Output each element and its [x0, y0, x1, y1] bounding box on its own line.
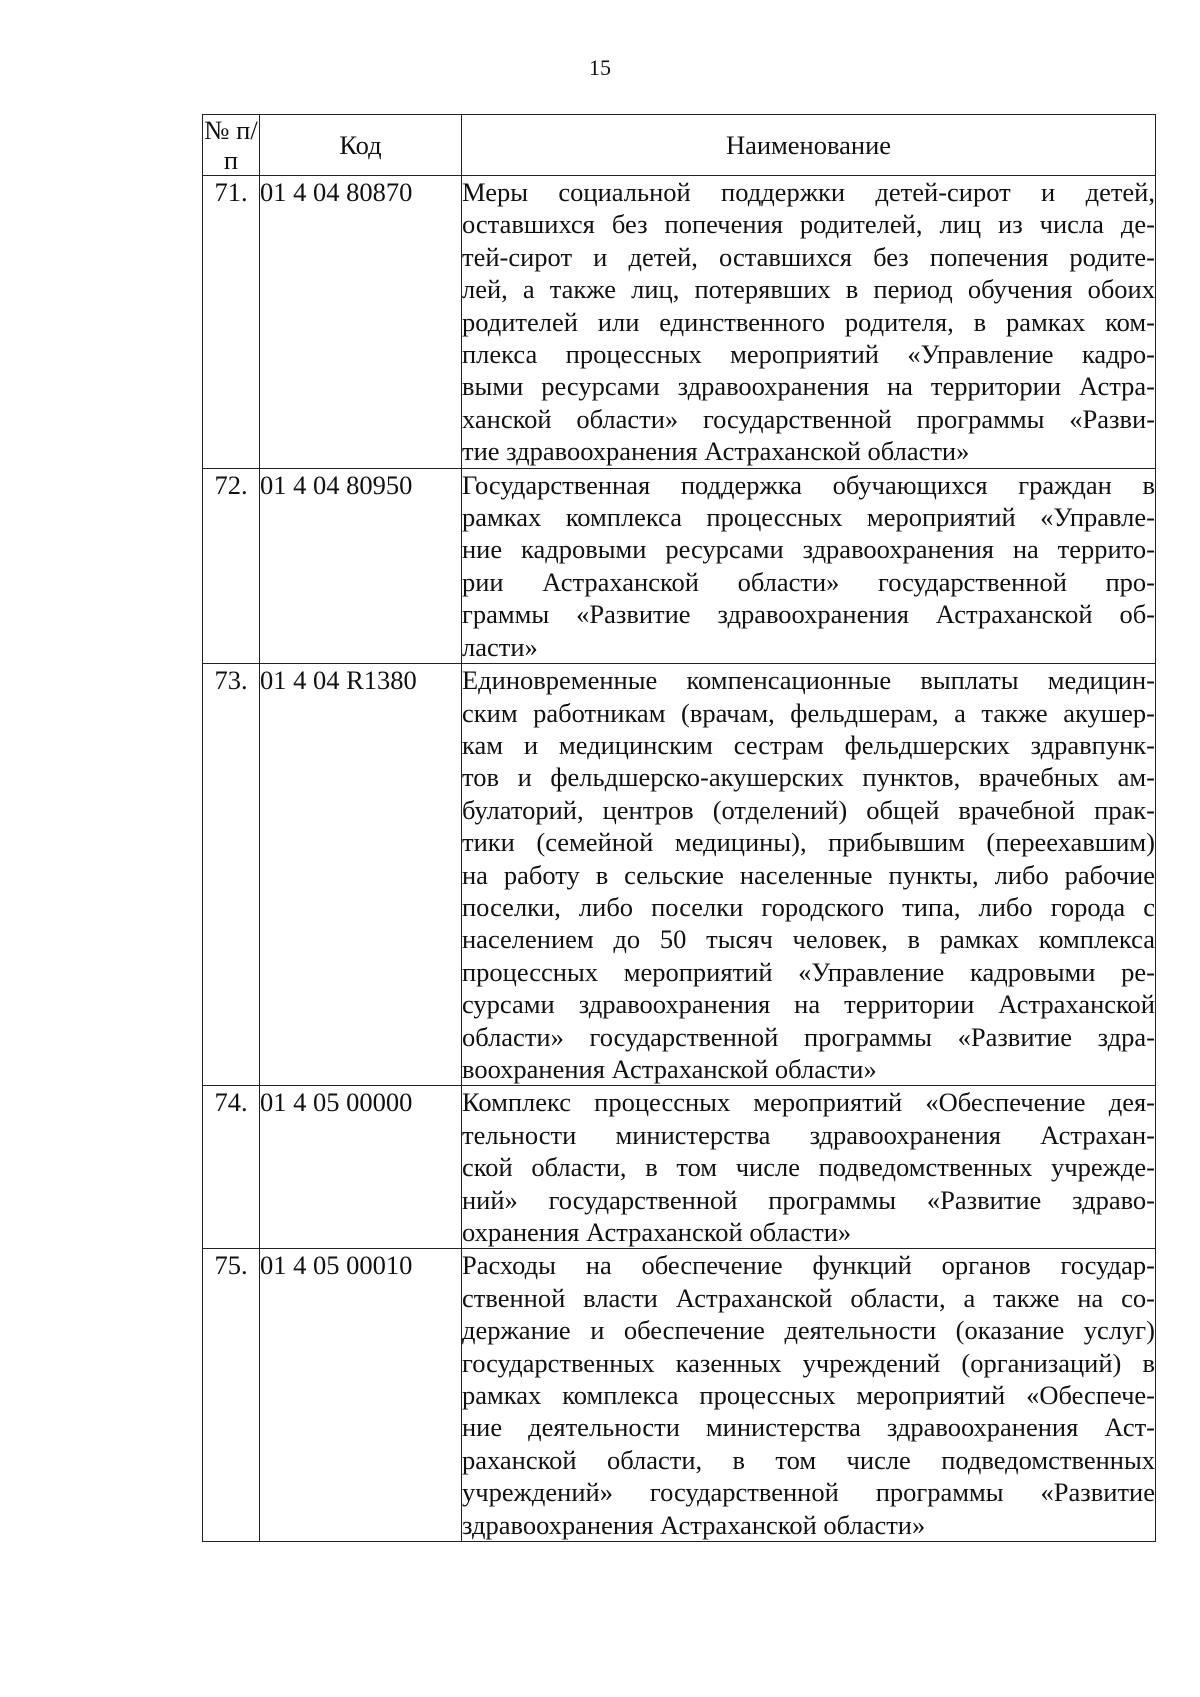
- row-name-line: оставшихся без попечения родителей, лиц из числа де-: [462, 209, 1155, 240]
- row-name-line: рамках комплекса процессных мероприятий «Управле-: [462, 502, 1155, 533]
- row-code: 01 4 05 00010: [260, 1249, 462, 1542]
- row-name-line: рамках комплекса процессных мероприятий «Обеспече-: [462, 1380, 1155, 1411]
- row-name: [462, 664, 1156, 1086]
- row-name-line: ний» государственной программы «Развитие здраво-: [462, 1184, 1155, 1215]
- row-name-line: воохранения Астраханской области»: [462, 1053, 877, 1084]
- row-name-line: сурсами здравоохранения на территории Астраханской: [462, 989, 1155, 1020]
- row-name-line: Расходы на обеспечение функций органов государ-: [462, 1250, 1155, 1281]
- row-name-line: тей-сирот и детей, оставшихся без попечения родите-: [462, 241, 1155, 272]
- table-header-row: [203, 115, 1156, 176]
- table-row: [203, 468, 1156, 663]
- page-number: 15: [589, 55, 611, 80]
- row-name: [462, 176, 1156, 469]
- row-name-line: государственных казенных учреждений (организаций) в: [462, 1347, 1155, 1378]
- row-name: [462, 1249, 1156, 1542]
- row-code: 01 4 05 00000: [260, 1086, 462, 1249]
- row-number: 74.: [203, 1086, 260, 1249]
- row-number: 72.: [203, 468, 260, 663]
- row-name-line: Комплекс процессных мероприятий «Обеспечение дея-: [462, 1087, 1155, 1118]
- row-name-line: раханской области, в том числе подведомственных: [462, 1444, 1155, 1475]
- row-name-line: плекса процессных мероприятий «Управление кадро-: [462, 339, 1155, 370]
- row-name-line: держание и обеспечение деятельности (оказание услуг): [462, 1315, 1155, 1346]
- row-name-line: ственной власти Астраханской области, а также на со-: [462, 1282, 1155, 1313]
- row-name-line: тельности министерства здравоохранения Астрахан-: [462, 1119, 1155, 1150]
- row-name-line: Меры социальной поддержки детей-сирот и детей,: [462, 177, 1155, 207]
- row-name-line: процессных мероприятий «Управление кадровыми ре-: [462, 956, 1155, 987]
- row-name-line: охранения Астраханской области»: [462, 1217, 852, 1247]
- row-name-line: тов и фельдшерско-акушерских пунктов, врачебных ам-: [462, 762, 1155, 793]
- row-name-line: поселки, либо поселки городского типа, либо города с: [462, 891, 1155, 922]
- row-name-line: ской области, в том числе подведомственных учрежде-: [462, 1152, 1155, 1183]
- budget-code-table: [202, 114, 1156, 1542]
- row-name-line: учреждений» государственной программы «Развитие: [462, 1477, 1155, 1508]
- row-name-line: на работу в сельские населенные пункты, либо рабочие: [462, 859, 1155, 890]
- row-name: [462, 1086, 1156, 1249]
- table-row: [203, 1086, 1156, 1249]
- header-code: Код: [260, 115, 462, 176]
- row-name-line: ханской области» государственной программы «Разви-: [462, 403, 1155, 434]
- table-row: [203, 1249, 1156, 1542]
- header-num: № п/п: [204, 115, 258, 175]
- header-name: Наименование: [462, 115, 1156, 176]
- row-code: 01 4 04 80950: [260, 468, 462, 663]
- row-name-line: ласти»: [462, 631, 538, 662]
- row-name-line: ние кадровыми ресурсами здравоохранения на террито-: [462, 534, 1155, 565]
- table-row: [203, 664, 1156, 1086]
- row-name-line: Единовременные компенсационные выплаты медицин-: [462, 665, 1155, 696]
- row-name-line: родителей или единственного родителя, в рамках ком-: [462, 306, 1155, 337]
- row-name-line: здравоохранения Астраханской области»: [462, 1509, 926, 1540]
- row-name-line: лей, а также лиц, потерявших в период обучения обоих: [462, 274, 1155, 305]
- row-name-line: тики (семейной медицины), прибывшим (переехавшим): [462, 827, 1155, 858]
- row-name-line: ским работникам (врачам, фельдшерам, а также акушер-: [462, 697, 1155, 728]
- row-name-line: населением до 50 тысяч человек, в рамках комплекса: [462, 924, 1155, 955]
- row-name-line: области» государственной программы «Развитие здра-: [462, 1021, 1155, 1052]
- row-name: [462, 468, 1156, 663]
- row-name-line: ние деятельности министерства здравоохранения Аст-: [462, 1412, 1155, 1443]
- row-name-line: рии Астраханской области» государственной про-: [462, 566, 1155, 597]
- row-code: 01 4 04 R1380: [260, 664, 462, 1086]
- table-row: [203, 176, 1156, 469]
- row-name-line: граммы «Развитие здравоохранения Астраханской об-: [462, 599, 1155, 630]
- row-code: 01 4 04 80870: [260, 176, 462, 469]
- row-number: 73.: [203, 664, 260, 1086]
- row-name-line: булаторий, центров (отделений) общей врачебной прак-: [462, 794, 1155, 825]
- row-number: 75.: [203, 1249, 260, 1542]
- row-name-line: кам и медицинским сестрам фельдшерских здравпунк-: [462, 729, 1155, 760]
- row-name-line: Государственная поддержка обучающихся граждан в: [462, 469, 1155, 500]
- row-name-line: тие здравоохранения Астраханской области»: [462, 436, 970, 467]
- row-name-line: выми ресурсами здравоохранения на территории Астра-: [462, 371, 1155, 402]
- row-number: 71.: [203, 176, 260, 469]
